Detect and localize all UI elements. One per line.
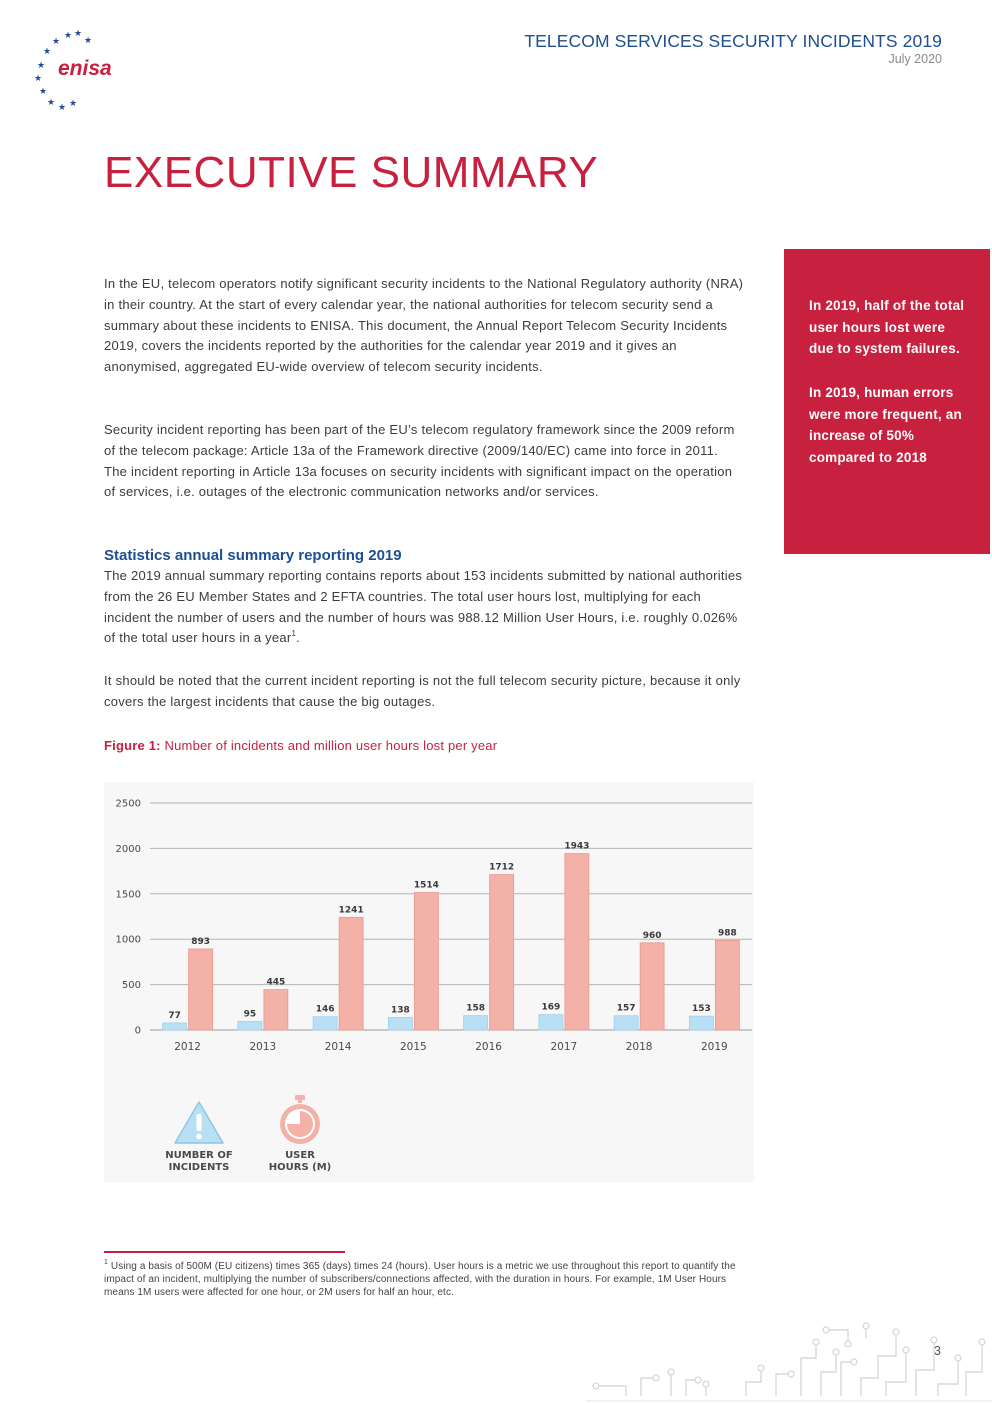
figure-caption <box>104 738 497 753</box>
footnote-marker: 1 <box>104 1258 108 1266</box>
x-category-label: 2016 <box>475 1041 502 1053</box>
user-hours-bar <box>715 940 739 1030</box>
incidents-bar <box>313 1017 337 1030</box>
incidents-value-label: 77 <box>168 1011 181 1022</box>
user-hours-bar <box>264 990 288 1030</box>
svg-text:★: ★ <box>58 103 67 112</box>
logo-wordmark: enisa <box>58 57 112 80</box>
eu-stars-icon <box>28 26 128 112</box>
y-tick-label: 2000 <box>115 843 141 855</box>
user-hours-bar <box>189 949 213 1030</box>
figure-label: Figure 1: <box>104 738 161 753</box>
x-category-label: 2017 <box>550 1041 578 1053</box>
footnote-reference[interactable]: 1 <box>291 629 297 639</box>
statistics-paragraph <box>104 566 744 649</box>
statistics-text: The 2019 annual summary reporting contains reports about 153 incidents submitted by national authorities from the 26 EU Member States and 2 EFTA countries. The total user hours lost, multiplying for each incident the number of users and the number of hours was 988.12 Million User Hours, i.e. roughly 0.026% of the total user hours in a year <box>104 568 743 646</box>
user-hours-value-label: 1943 <box>564 841 590 852</box>
incidents-value-label: 146 <box>315 1004 335 1015</box>
incidents-bar <box>163 1023 187 1030</box>
incidents-bar <box>614 1016 638 1030</box>
user-hours-bar <box>565 854 589 1030</box>
stopwatch-icon <box>276 1094 324 1146</box>
report-date: July 2020 <box>888 52 942 66</box>
incidents-value-label: 157 <box>616 1003 636 1014</box>
y-tick-label: 0 <box>134 1025 141 1037</box>
user-hours-value-label: 893 <box>191 936 211 947</box>
legend-hours-line1: USER <box>285 1150 315 1161</box>
incidents-value-label: 158 <box>466 1003 486 1014</box>
framework-paragraph: Security incident reporting has been part of the EU’s telecom regulatory framework since the 2009 reform of the telecom package: Article 13a of the Framework directive (2009/140/EC) came into force in 2011. The incident reporting in Article 13a focuses on security incidents with significant impact on the operation of services, i.e. outages of the electronic communication networks and/or services. <box>104 422 735 500</box>
user-hours-value-label: 445 <box>266 977 286 988</box>
svg-text:★: ★ <box>34 74 43 84</box>
warning-triangle-icon <box>173 1100 225 1146</box>
svg-text:★: ★ <box>74 29 83 39</box>
incidents-bar <box>388 1017 412 1030</box>
bar-chart <box>104 782 754 1072</box>
y-tick-label: 500 <box>121 980 141 992</box>
svg-text:★: ★ <box>47 98 56 108</box>
incidents-bar <box>238 1021 262 1030</box>
svg-text:★: ★ <box>69 99 78 109</box>
x-category-label: 2012 <box>174 1041 201 1053</box>
svg-text:★: ★ <box>39 87 48 97</box>
circuit-decoration-icon <box>586 1322 992 1403</box>
enisa-logo <box>28 26 128 112</box>
note-paragraph: It should be noted that the current incident reporting is not the full telecom security picture, because it only covers the largest incidents that cause the big outages. <box>104 673 741 709</box>
user-hours-value-label: 1514 <box>413 880 439 891</box>
statistics-text-end: . <box>296 630 301 646</box>
figure-panel <box>104 782 754 1182</box>
incidents-bar <box>689 1016 713 1030</box>
svg-text:★: ★ <box>37 61 46 71</box>
key-finding-1: In 2019, half of the total user hours lost were due to system failures. <box>809 298 965 357</box>
incidents-bar <box>539 1015 563 1030</box>
user-hours-value-label: 1241 <box>338 905 364 916</box>
legend-incidents-line1: NUMBER OF <box>165 1150 233 1161</box>
svg-text:★: ★ <box>64 31 73 41</box>
page-number: 3 <box>934 1344 941 1358</box>
svg-text:★: ★ <box>43 47 52 57</box>
section-heading: Statistics annual summary reporting 2019 <box>104 547 402 564</box>
user-hours-value-label: 1712 <box>489 862 515 873</box>
user-hours-value-label: 988 <box>717 928 737 939</box>
footnote-text: Using a basis of 500M (EU citizens) times 365 (days) times 24 (hours). User hours is a metric we use throughout this report to quantify the impact of an incident, multiplying the number of subscribers/connections affected, with the duration in hours. For example, 1M User Hours means 1M users were affected for one hour, or 2M users for half an hour, etc. <box>104 1261 736 1298</box>
legend-incidents-line2: INCIDENTS <box>168 1162 230 1173</box>
key-finding-2: In 2019, human errors were more frequent, an increase of 50% compared to 2018 <box>809 384 962 465</box>
y-tick-label: 1000 <box>115 934 141 946</box>
svg-text:★: ★ <box>52 37 61 47</box>
intro-paragraph: In the EU, telecom operators notify significant security incidents to the National Regulatory authority (NRA) in their country. At the start of every calendar year, the national authorities for telecom security send a summary about these incidents to ENISA. This document, the Annual Report Telecom Security Incidents 2019, covers the incidents reported by the authorities for the calendar year 2019 and it gives an anonymised, aggregated EU-wide overview of telecom security incidents. <box>104 276 744 375</box>
user-hours-bar <box>339 917 363 1030</box>
incidents-value-label: 95 <box>243 1009 257 1020</box>
x-category-label: 2019 <box>701 1041 728 1053</box>
y-tick-label: 2500 <box>115 798 141 810</box>
incidents-value-label: 138 <box>390 1005 410 1016</box>
y-tick-label: 1500 <box>115 889 141 901</box>
figure-caption-text: Number of incidents and million user hours lost per year <box>164 738 498 753</box>
report-title: TELECOM SERVICES SECURITY INCIDENTS 2019 <box>524 31 942 51</box>
footnote-divider <box>104 1251 345 1253</box>
user-hours-bar <box>414 893 438 1030</box>
svg-text:★: ★ <box>84 36 93 46</box>
incidents-bar <box>464 1016 488 1030</box>
legend-hours-line2: HOURS (M) <box>268 1162 332 1173</box>
legend-incidents <box>154 1100 244 1174</box>
incidents-value-label: 153 <box>691 1004 711 1015</box>
user-hours-bar <box>490 875 514 1030</box>
user-hours-bar <box>640 943 664 1030</box>
x-category-label: 2018 <box>625 1041 653 1053</box>
x-category-label: 2015 <box>400 1041 427 1053</box>
x-category-label: 2013 <box>249 1041 277 1053</box>
page-title: EXECUTIVE SUMMARY <box>104 148 599 197</box>
legend-user-hours <box>255 1094 345 1174</box>
incidents-value-label: 169 <box>541 1002 561 1013</box>
user-hours-value-label: 960 <box>642 930 662 941</box>
footnote <box>104 1260 744 1299</box>
key-findings-box <box>784 249 990 554</box>
x-category-label: 2014 <box>324 1041 352 1053</box>
